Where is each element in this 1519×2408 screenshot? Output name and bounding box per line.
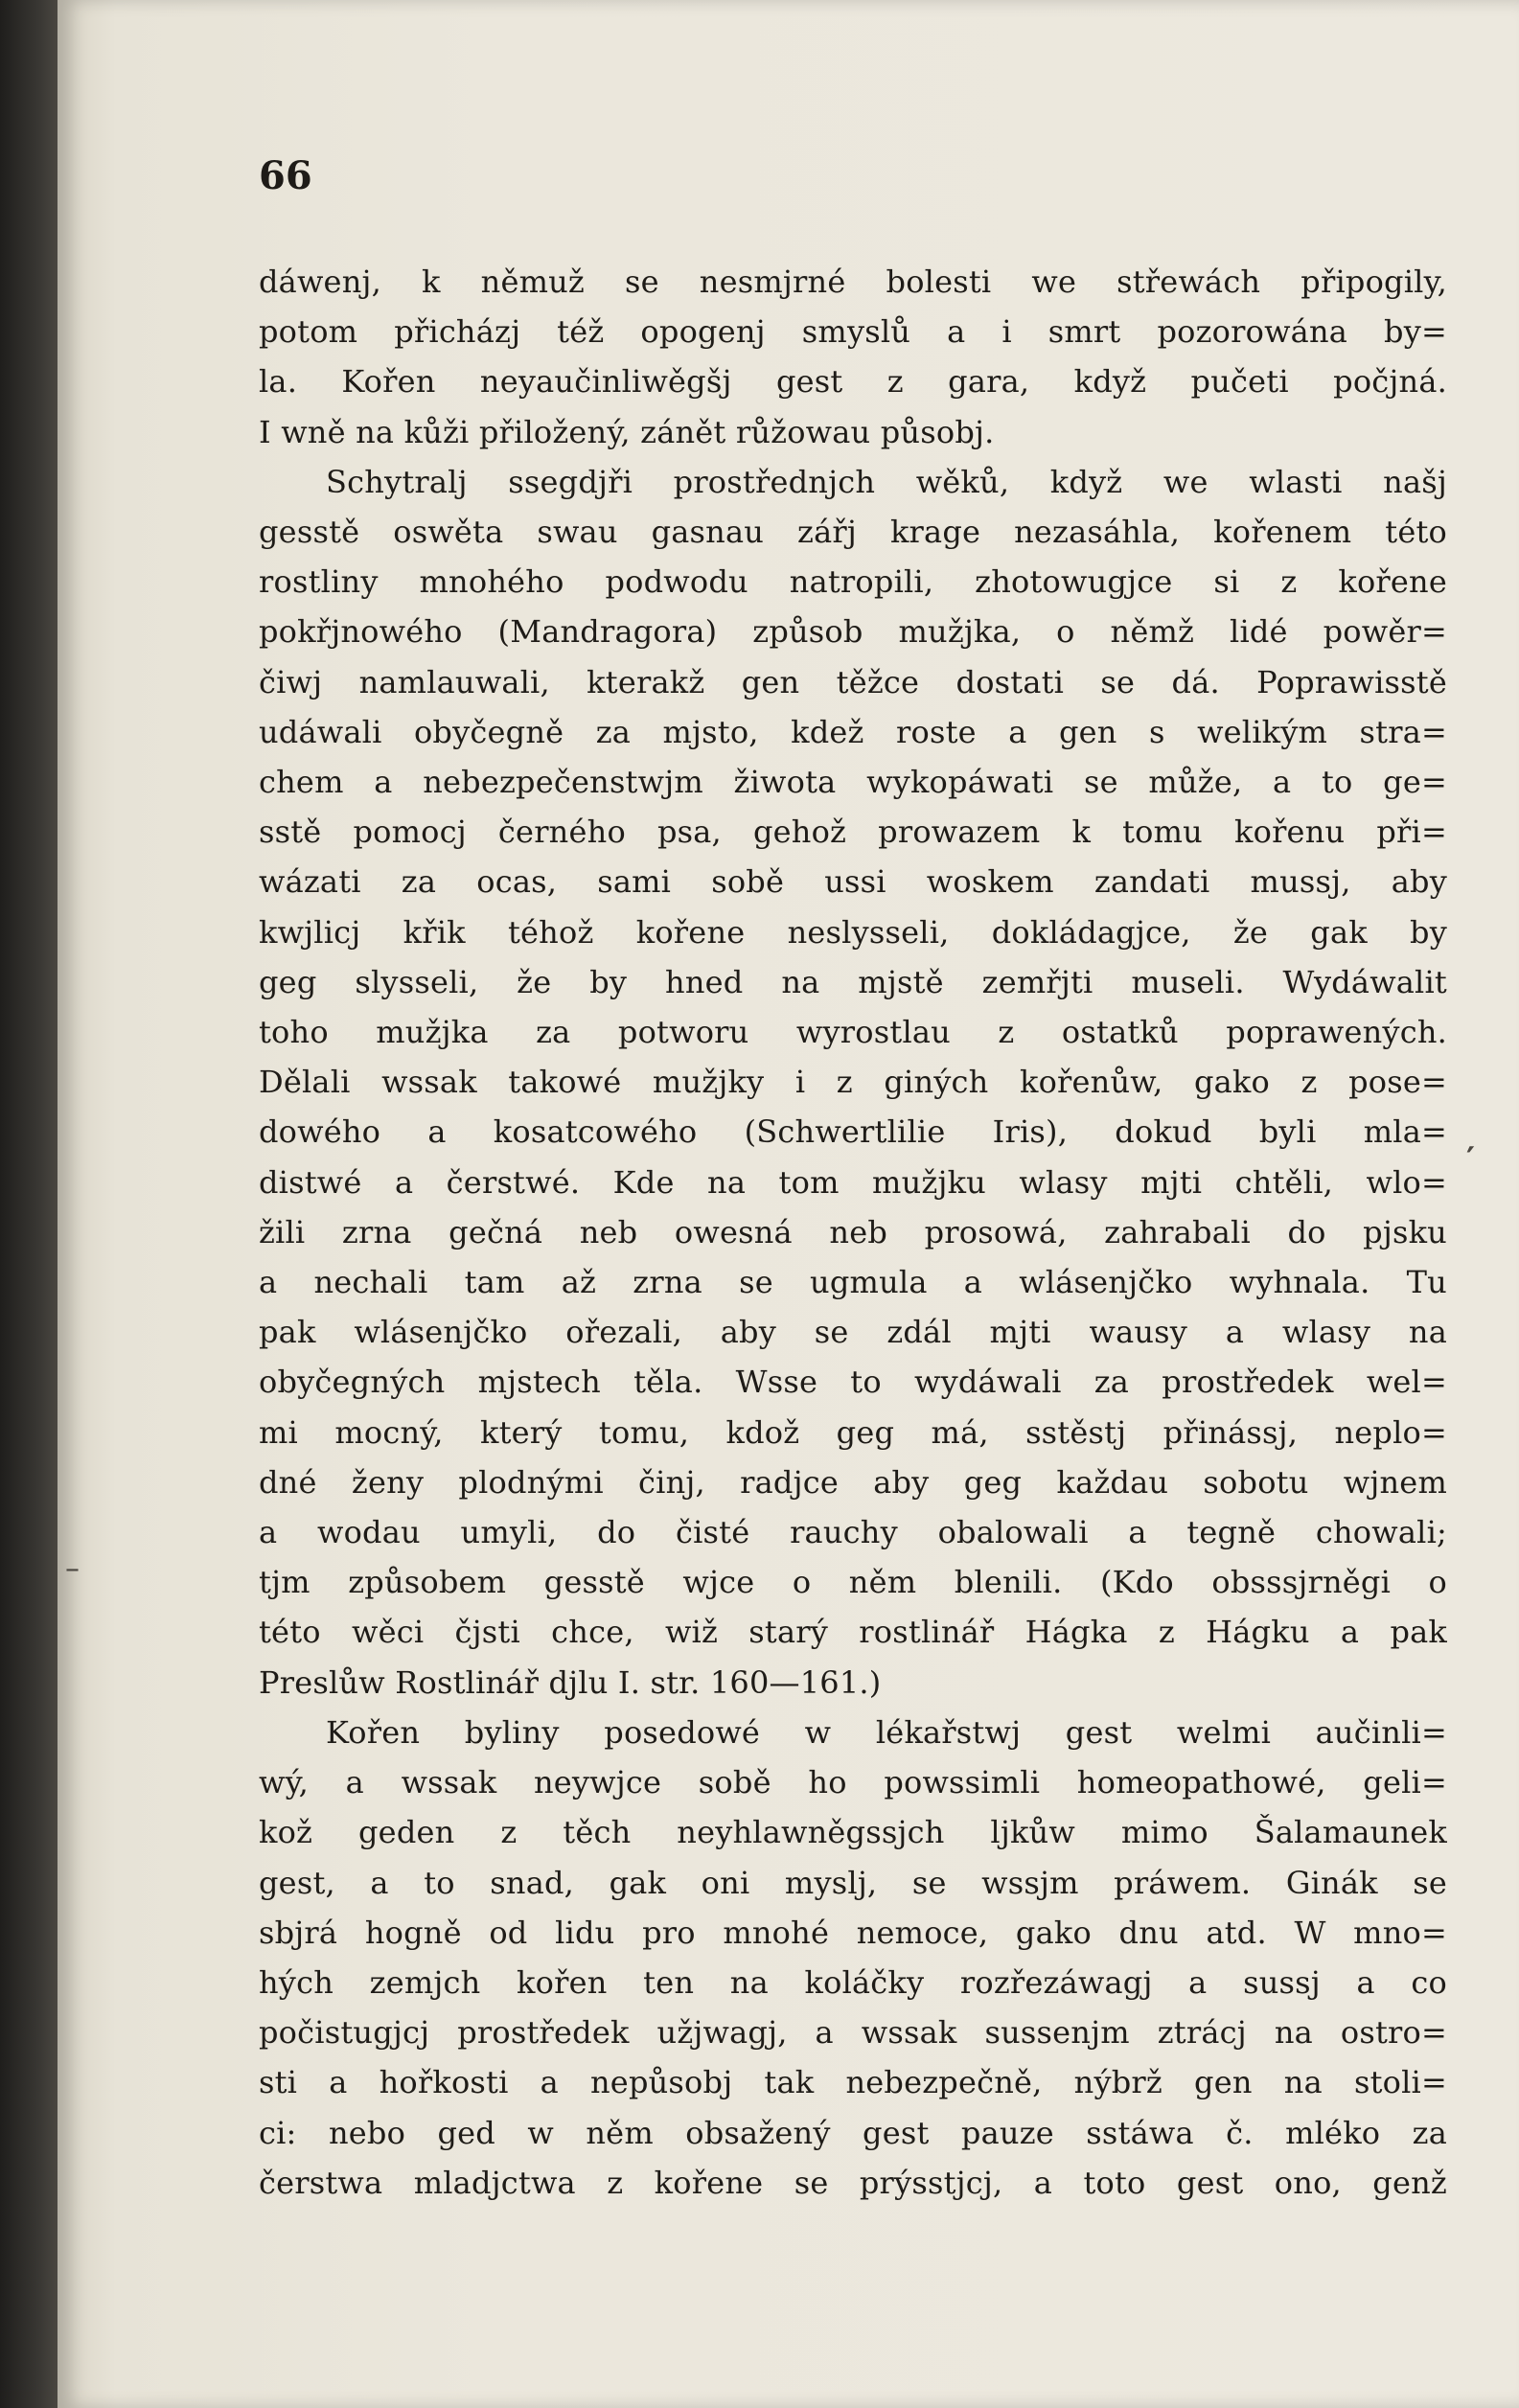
margin-mark-icon: ′ bbox=[1466, 1140, 1475, 1179]
paragraph-2 bbox=[259, 457, 1447, 1708]
text-line: pokřjnowého (Mandragora) způsob mužjka, o němž lidé powěr= bbox=[259, 613, 1447, 651]
text-line: této wěci čjsti chce, wiž starý rostlinář Hágka z Hágku a pak bbox=[259, 1614, 1447, 1651]
text-line: gesstě oswěta swau gasnau zářj krage nezasáhla, kořenem této bbox=[259, 514, 1447, 551]
paragraph-3 bbox=[259, 1708, 1447, 2208]
text-line: mi mocný, který tomu, kdož geg má, sstěstj přinássj, neplo= bbox=[259, 1413, 1447, 1451]
text-line: Dělali wssak takowé mužjky i z giných kořenůw, gako z pose= bbox=[259, 1064, 1447, 1101]
text-line: dáwenj, k němuž se nesmjrné bolesti we střewách připogily, bbox=[259, 264, 1447, 300]
text-line: sstě pomocj černého psa, gehož prowazem k tomu kořenu při= bbox=[259, 814, 1447, 851]
text-line: Preslůw Rostlinář djlu I. str. 160—161.) bbox=[259, 1663, 882, 1701]
text-line: a nechali tam až zrna se ugmula a wlásenjčko wyhnala. Tu bbox=[259, 1264, 1447, 1301]
text-line: distwé a čerstwé. Kde na tom mužjku wlasy mjti chtěli, wlo= bbox=[259, 1163, 1447, 1201]
margin-dash-icon: – bbox=[65, 1552, 80, 1586]
page-text-block bbox=[259, 153, 1447, 2208]
text-line: rostliny mnohého podwodu natropili, zhotowugjce si z kořene bbox=[259, 563, 1447, 601]
text-line: Kořen byliny posedowé w lékařstwj gest welmi aučinli= bbox=[326, 1713, 1447, 1751]
text-line: počistugjcj prostředek užjwagj, a wssak sussenjm ztrácj na ostro= bbox=[259, 2014, 1447, 2052]
text-line: toho mužjka za potworu wyrostlau z ostatků poprawených. bbox=[259, 1014, 1447, 1051]
text-line: čerstwa mladjctwa z kořene se prýsstjcj, a toto gest ono, genž bbox=[259, 2164, 1447, 2201]
text-line: I wně na kůži přiložený, zánět růžowau působj. bbox=[259, 413, 995, 450]
text-line: gest, a to snad, gak oni myslj, se wssjm práwem. Ginák se bbox=[259, 1864, 1447, 1901]
text-line: sti a hořkosti a nepůsobj tak nebezpečně, nýbrž gen na stoli= bbox=[259, 2064, 1447, 2101]
text-line: chem a nebezpečenstwjm žiwota wykopáwati se může, a to ge= bbox=[259, 764, 1447, 801]
text-line: hých zemjch kořen ten na koláčky rozřezáwagj a sussj a co bbox=[259, 1963, 1447, 2001]
text-line: wázati za ocas, sami sobě ussi woskem zandati mussj, aby bbox=[259, 863, 1447, 901]
text-line: wý, a wssak neywjce sobě ho powssimli homeopathowé, geli= bbox=[259, 1764, 1447, 1801]
text-line: žili zrna gečná neb owesná neb prosowá, zahrabali do pjsku bbox=[259, 1213, 1447, 1250]
text-line: geg slysseli, že by hned na mjstě zemřjti museli. Wydáwalit bbox=[259, 963, 1447, 1000]
text-line: pak wlásenjčko ořezali, aby se zdál mjti wausy a wlasy na bbox=[259, 1314, 1447, 1351]
text-line: Schytralj ssegdjři prostřednjch wěků, když we wlasti našj bbox=[326, 463, 1447, 500]
book-spine-edge bbox=[0, 0, 58, 2408]
text-line: la. Kořen neyaučinliwěgšj gest z gara, když pučeti počjná. bbox=[259, 363, 1447, 401]
text-line: dowého a kosatcowého (Schwertlilie Iris), dokud byli mla= bbox=[259, 1113, 1447, 1151]
paragraph-1 bbox=[259, 257, 1447, 457]
text-line: dné ženy plodnými činj, radjce aby geg každau sobotu wjnem bbox=[259, 1463, 1447, 1501]
text-line: tjm způsobem gesstě wjce o něm blenili. (Kdo obsssjrněgi o bbox=[259, 1564, 1447, 1601]
text-line: udáwali obyčegně za mjsto, kdež roste a gen s welikým stra= bbox=[259, 713, 1447, 750]
text-line: obyčegných mjstech těla. Wsse to wydáwali za prostředek wel= bbox=[259, 1364, 1447, 1401]
page-number: 66 bbox=[259, 153, 312, 198]
book-page bbox=[58, 0, 1519, 2408]
text-line: kož geden z těch neyhlawněgssjch ljkůw mimo Šalamaunek bbox=[259, 1814, 1447, 1851]
text-line: ci: nebo ged w něm obsažený gest pauze sstáwa č. mléko za bbox=[259, 2114, 1447, 2151]
text-line: čiwj namlauwali, kterakž gen těžce dostati se dá. Poprawisstě bbox=[259, 663, 1447, 700]
text-line: sbjrá hogně od lidu pro mnohé nemoce, gako dnu atd. W mno= bbox=[259, 1914, 1447, 1951]
text-line: kwjlicj křik téhož kořene neslysseli, dokládagjce, že gak by bbox=[259, 913, 1447, 951]
text-line: potom přicházj též opogenj smyslů a i smrt pozorowána by= bbox=[259, 313, 1447, 351]
text-line: a wodau umyli, do čisté rauchy obalowali a tegně chowali; bbox=[259, 1514, 1447, 1551]
